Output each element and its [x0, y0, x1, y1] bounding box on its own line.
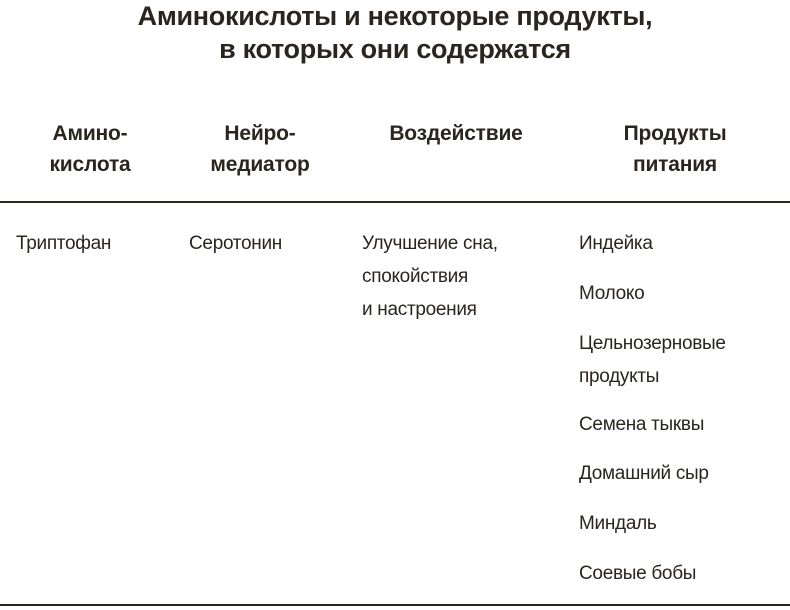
food-item: Семена тыквы	[579, 414, 705, 435]
header-amino-line-2: кислота	[49, 153, 131, 176]
food-item: Соевые бобы	[579, 563, 697, 584]
title-line-2: в которых они содержатся	[219, 34, 571, 64]
effect-line-2: спокойствия	[362, 266, 468, 287]
cell-amino-acid: Триптофан	[16, 233, 112, 254]
food-item: Домашний сыр	[579, 463, 709, 484]
food-item: Цельнозерновые продукты	[579, 333, 726, 387]
header-food-products	[600, 118, 750, 180]
header-amino-line-1: Амино-	[52, 122, 128, 145]
food-item: Миндаль	[579, 513, 657, 534]
header-neurotransmitter	[200, 118, 320, 180]
header-effect	[375, 118, 537, 149]
header-foods-line-2: питания	[632, 153, 717, 176]
table-bottom-border	[0, 604, 790, 606]
title-line-1: Аминокислоты и некоторые продукты,	[137, 1, 653, 31]
header-amino-acid	[40, 118, 140, 180]
page-title	[0, 0, 790, 66]
cell-effect	[362, 227, 498, 326]
header-effect-line-1: Воздействие	[389, 122, 523, 145]
cell-neurotransmitter: Серотонин	[189, 233, 282, 254]
food-item: Индейка	[579, 233, 653, 254]
header-divider	[0, 201, 790, 203]
header-neuro-line-1: Нейро-	[224, 122, 296, 145]
effect-line-1: Улучшение сна,	[362, 233, 498, 254]
effect-line-3: и настроения	[362, 299, 477, 320]
food-item: Молоко	[579, 283, 645, 304]
header-foods-line-1: Продукты	[623, 122, 727, 145]
header-neuro-line-2: медиатор	[210, 153, 310, 176]
